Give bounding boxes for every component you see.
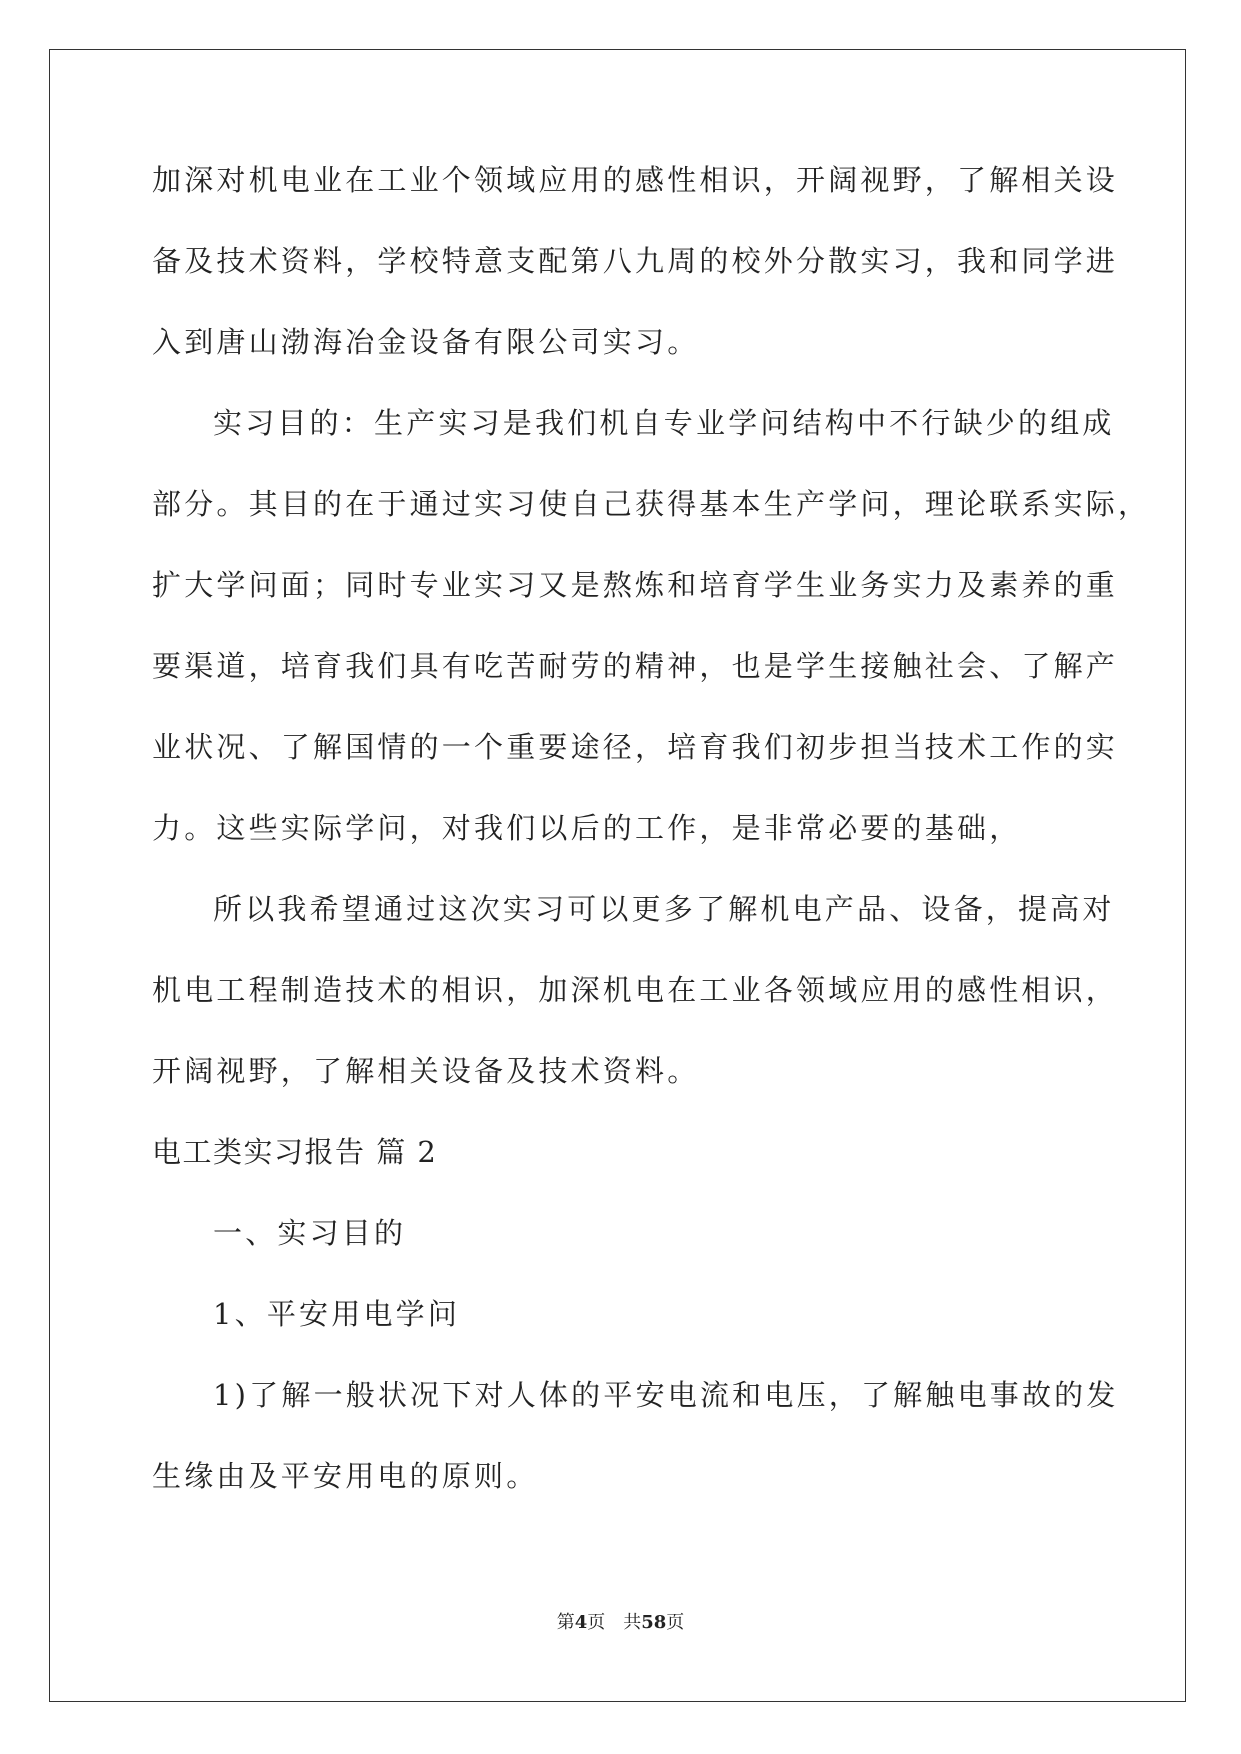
text-line: 要渠道，培育我们具有吃苦耐劳的精神，也是学生接触社会、了解产 — [152, 649, 1119, 683]
text-line: 加深对机电业在工业个领域应用的感性相识，开阔视野，了解相关设 — [152, 163, 1119, 197]
footer-middle: 页 共 — [587, 1612, 642, 1633]
page-footer — [0, 1608, 1241, 1634]
text-line: 力。这些实际学问，对我们以后的工作，是非常必要的基础， — [152, 811, 1022, 845]
paragraph-start-line: 所以我希望通过这次实习可以更多了解机电产品、设备，提高对 — [213, 892, 1115, 926]
subheading: 1、平安用电学问 — [213, 1297, 461, 1331]
paragraph-start-line: 实习目的：生产实习是我们机自专业学问结构中不行缺少的组成 — [213, 406, 1115, 440]
total-pages-number: 58 — [641, 1612, 667, 1633]
text-line: 业状况、了解国情的一个重要途径，培育我们初步担当技术工作的实 — [152, 730, 1119, 764]
paragraph-start-line: 1)了解一般状况下对人体的平安电流和电压，了解触电事故的发 — [213, 1378, 1119, 1412]
text-line: 机电工程制造技术的相识，加深机电在工业各领域应用的感性相识， — [152, 973, 1119, 1007]
subheading: 一、实习目的 — [213, 1216, 407, 1250]
section-heading: 电工类实习报告 篇 2 — [152, 1135, 438, 1169]
document-body — [152, 160, 1151, 1537]
text-line: 入到唐山渤海冶金设备有限公司实习。 — [152, 325, 700, 359]
text-line: 开阔视野，了解相关设备及技术资料。 — [152, 1054, 700, 1088]
text-line: 部分。其目的在于通过实习使自己获得基本生产学问，理论联系实际， — [152, 487, 1151, 521]
footer-suffix: 页 — [666, 1612, 685, 1633]
text-line: 备及技术资料，学校特意支配第八九周的校外分散实习，我和同学进 — [152, 244, 1119, 278]
current-page-number: 4 — [574, 1612, 588, 1633]
text-line: 生缘由及平安用电的原则。 — [152, 1459, 539, 1493]
text-line: 扩大学问面；同时专业实习又是熬炼和培育学生业务实力及素养的重 — [152, 568, 1119, 602]
footer-prefix: 第 — [556, 1612, 575, 1633]
